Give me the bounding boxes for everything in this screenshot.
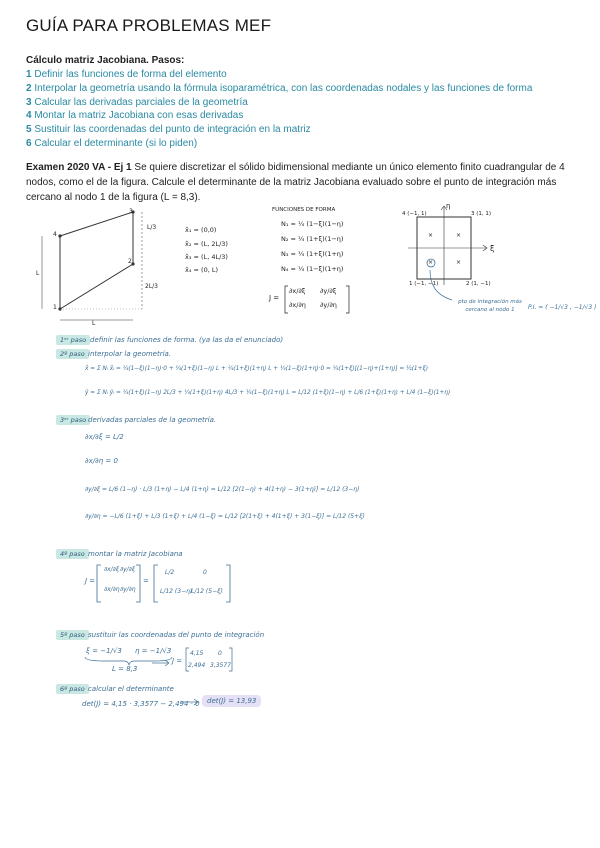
matrix-12: ∂y/∂ξ [120,566,136,573]
steps-title: Cálculo matriz Jacobiana. Pasos: [26,55,185,66]
determinant-eq: det(J) = 4,15 · 3,3577 − 2,494 · 0 [82,700,200,708]
paso-5-12: 0 [218,650,222,657]
mark-3: × [428,259,434,266]
matrix-j-lhs: J = [85,577,96,585]
paso-4-text: montar la matriz Jacobiana [88,550,183,558]
paso-6-arrow [181,699,201,705]
dim-top: L/3 [147,224,157,231]
matrix-21: ∂x/∂η [104,586,120,593]
node-2-label: 2 [128,258,132,265]
dim-left: L [36,270,40,277]
jacobian-11: ∂x/∂ξ [289,287,306,295]
paso-2-tag: 2º paso [56,349,89,359]
shape-n1: N₁ = ¼ (1−ξ)(1−η) [281,220,344,228]
L-value: L = 8,3 [112,665,138,673]
ref-node-2: 2 (1, −1) [466,281,491,287]
step-1: 1 Definir las funciones de forma del elemento [26,69,227,80]
shape-functions-title: FUNCIONES DE FORMA [272,207,336,213]
jacobian-12: ∂y/∂ξ [320,287,337,295]
paso-5-j: J = [172,657,183,665]
mark-1: × [428,232,434,239]
result-11: L/2 [165,569,175,576]
coord-2: x̂₂ = (L, 2L/3) [185,240,228,248]
ref-node-1: 1 (−1, −1) [409,281,439,287]
interp-y: ŷ = Σ Nᵢ ŷᵢ = ¼(1+ξ)(1−η) 2L/3 + ¼(1+ξ)(1+η) 4L/3 + ¼(1−ξ)(1+η) L = L/12 (1+ξ)(1−η) + L/6 (1+ξ)(1+η) + L/4 (1−ξ)(1+η) [85,390,451,396]
ref-node-3: 3 (1, 1) [471,211,492,217]
integration-point: P.I. = ( −1/√3 , −1/√3 ) [528,304,597,311]
paso-1-text: definir las funciones de forma. (ya las da el enunciado) [90,336,284,344]
dim-bottom: L [92,320,96,327]
matrix-22: ∂y/∂η [120,586,136,593]
dim-right: 2L/3 [145,283,158,290]
step-4: 4 Montar la matriz Jacobiana con esas derivadas [26,110,244,121]
result-21: L/12 (3−η) [160,588,193,595]
paso-5-tag: 5º paso [56,630,89,640]
jacobian-lhs: J = [269,294,280,302]
node-1-label: 1 [53,304,57,311]
paso-5-22: 3,3577 [210,662,231,669]
shape-n2: N₂ = ¼ (1+ξ)(1−η) [281,235,344,243]
paso-4-tag: 4º paso [56,549,89,559]
step-3: 3 Calcular las derivadas parciales de la geometría [26,97,248,108]
paso-5-21: 2,494 [188,662,206,669]
deriv-y-xi: ∂y/∂ξ = L/6 (1−η) · L/3 (1+η) − L/4 (1+η) = L/12 [2(1−η) + 4(1+η) − 3(1+η)] = L/12 (3−η) [85,486,360,493]
ref-node-4: 4 (−1, 1) [402,211,427,217]
step-5: 5 Sustituir las coordenadas del punto de integración en la matriz [26,124,311,135]
result-22: L/12 (5−ξ) [191,588,223,595]
paso-6-tag: 6º paso [56,684,89,694]
coord-1: x̂₁ = (0,0) [185,226,217,234]
step-6: 6 Calcular el determinante (si lo piden) [26,138,198,149]
axis-eta: η [446,202,451,210]
axis-xi: ξ [490,244,495,253]
deriv-y-eta: ∂y/∂η = −L/6 (1+ξ) + L/3 (1+ξ) + L/4 (1−ξ) = L/12 [2(1+ξ) + 4(1+ξ) + 3(1−ξ)] = L/12 (5+ξ) [85,513,365,520]
shape-n3: N₃ = ¼ (1+ξ)(1+η) [281,250,344,258]
step-2: 2 Interpolar la geometría usando la fórmula isoparamétrica, con las coordenadas nodales y las funciones de forma [26,83,533,94]
paso-5-11: 4,15 [190,650,204,657]
jacobian-22: ∂y/∂η [320,301,337,309]
coord-4: x̂₄ = (0, L) [185,266,218,274]
eta-value: η = −1/√3 [135,647,172,655]
paso-1-tag: 1ᵉʳ paso [56,335,90,345]
deriv-x-xi: ∂x/∂ξ = L/2 [85,433,124,441]
mark-4: × [456,259,462,266]
deriv-x-eta: ∂x/∂η = 0 [85,457,118,465]
matrix-eq: = [143,577,149,585]
paso-6-text: calcular el determinante [88,685,174,693]
paso-2-text: interpolar la geometría. [88,350,172,358]
interp-x: x̂ = Σ Nᵢ x̂ᵢ = ¼(1−ξ)(1−η)·0 + ¼(1+ξ)(1−η) L + ¼(1+ξ)(1+η) L + ¼(1−ξ)(1+η)·0 = ¼(1+ξ)[(1−η)+(1+η)] = ½(1+ξ) [85,366,428,372]
mark-2: × [456,232,462,239]
paso-5-text: sustituir las coordenadas del punto de integración [88,631,265,639]
matrix-11: ∂x/∂ξ [104,566,120,573]
jacobian-21: ∂x/∂η [289,301,306,309]
determinant-result: det(J) = 13,93 [202,695,261,707]
page-title: GUÍA PARA PROBLEMAS MEF [26,16,272,35]
shape-n4: N₄ = ¼ (1−ξ)(1+η) [281,265,344,273]
paso-5-arrow [152,660,172,666]
coord-3: x̂₃ = (L, 4L/3) [185,253,228,261]
element-quad [60,212,133,309]
paso-3-tag: 3ᵉʳ paso [56,415,90,425]
node-3-label: 3 [129,208,133,215]
exam-statement: Examen 2020 VA - Ej 1 Se quiere discretizar el sólido bidimensional mediante un único elemento finito cuadrangular de 4 nodos, como el de la figura. Calcule el determinante de la matriz Jacobiana evaluado sobre el punto de integración más cercano al nodo 1 de la figura (L = 8,3). [26,162,565,203]
result-12: 0 [203,569,207,576]
integration-point-note: pto de integración más cercano al nodo 1 [458,299,522,313]
node-4-label: 4 [53,231,57,238]
xi-value: ξ = −1/√3 [86,647,122,655]
paso-3-text: derivadas parciales de la geometría. [88,416,217,424]
